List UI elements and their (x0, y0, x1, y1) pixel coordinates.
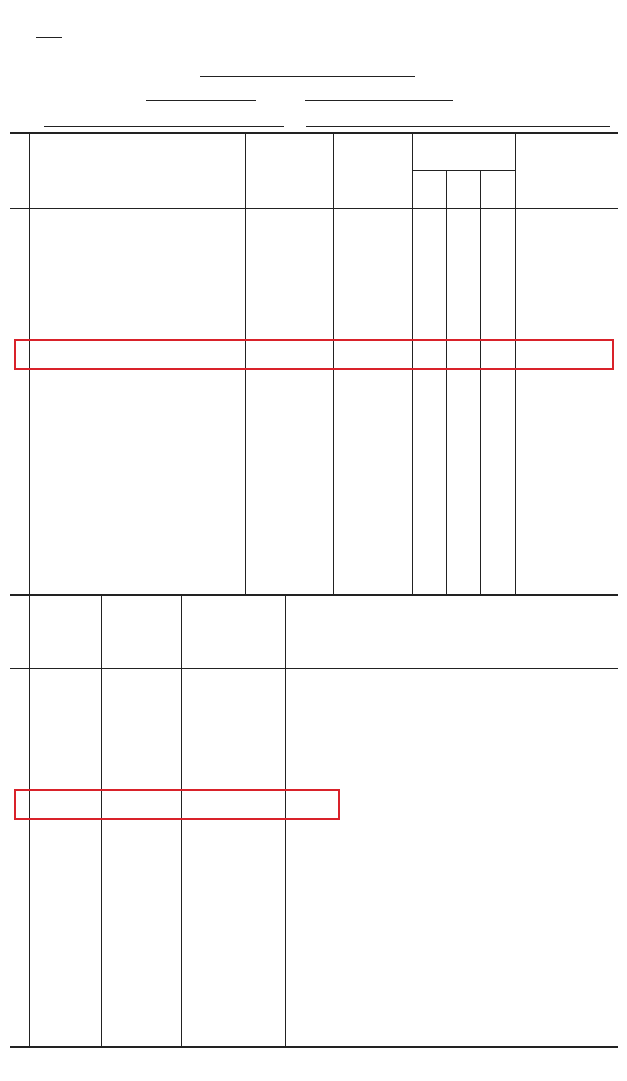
to-underline (306, 126, 610, 127)
col-line (446, 170, 447, 594)
col-line (101, 596, 102, 1046)
col-line (29, 596, 30, 1046)
day-underline (146, 100, 256, 101)
col-line (285, 596, 286, 1046)
col-line (181, 596, 182, 1046)
highlight-box-bottom (14, 789, 340, 820)
col-line (480, 170, 481, 594)
page-underline (36, 37, 62, 38)
bottom-table-end (10, 1046, 618, 1048)
top-table-border (10, 132, 618, 134)
top-header-bottom (10, 208, 618, 209)
from-underline (44, 126, 284, 127)
ship-underline (200, 76, 415, 77)
enlist-header-divider (412, 170, 515, 171)
bottom-header-bottom (10, 668, 618, 669)
highlight-box-top (14, 339, 614, 370)
month-underline (305, 100, 453, 101)
